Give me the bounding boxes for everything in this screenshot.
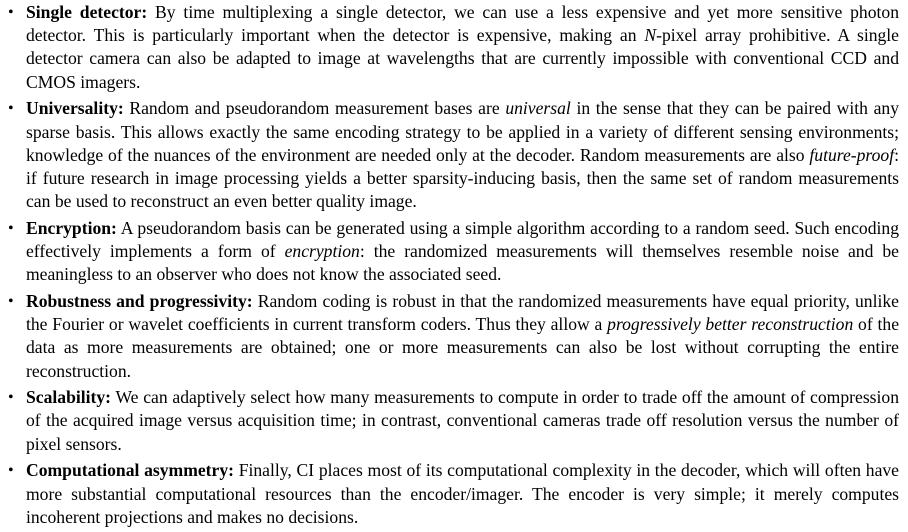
list-item-scalability bbox=[0, 386, 908, 456]
list-item-universality bbox=[0, 97, 908, 213]
item-text-italic: encryption bbox=[284, 241, 360, 262]
item-text-part: of the data as more measurements are obtained; one or more measurements can also be lost without corrupting the entire reconstruction. bbox=[26, 314, 900, 381]
item-term: Encryption: bbox=[26, 217, 117, 238]
advantages-list bbox=[0, 1, 908, 532]
item-text-part: -pixel array prohibitive. A single detector camera can also be adapted to image at wavelengths that are currently impossible with conventional CCD and CMOS imagers. bbox=[26, 25, 899, 92]
bullet-icon: • bbox=[8, 389, 14, 407]
item-text-part: Random and pseudorandom measurement bases are bbox=[123, 98, 506, 119]
item-text-italic: progressively better reconstruction bbox=[607, 314, 854, 335]
list-item-computational-asymmetry bbox=[0, 459, 908, 529]
item-text-part: : if future research in image processing yields a better sparsity-inducing basis, then the same set of random measurements can be used to reconstruct an even better quality image. bbox=[26, 144, 899, 212]
list-item-encryption bbox=[0, 217, 908, 287]
item-text-part: Random coding is robust in that the randomized measurements have equal priority, unlike the Fourier or wavelet coefficients in current transform coders. Thus they allow a bbox=[26, 290, 899, 335]
item-term: Universality: bbox=[26, 98, 124, 119]
item-text-part: Finally, CI places most of its computational complexity in the decoder, which will often have more substantial computational resources than the encoder/imager. The encoder is very simple; it merely computes incoherent projections and makes no decisions. bbox=[26, 460, 899, 527]
bullet-icon: • bbox=[8, 462, 14, 480]
list-item-robustness bbox=[0, 290, 908, 383]
item-term: Single detector: bbox=[26, 2, 148, 22]
bullet-icon: • bbox=[8, 100, 14, 118]
list-item-single-detector bbox=[0, 1, 908, 94]
item-term: Scalability: bbox=[26, 387, 112, 408]
item-text-italic: universal bbox=[505, 98, 571, 119]
item-text-italic: future-proof bbox=[809, 144, 895, 165]
item-text-part: We can adaptively select how many measurements to compute in order to trade off the amount of compression of the acquired image versus acquisition time; in contrast, conventional cameras trade off resolution versus the number of pixel sensors. bbox=[26, 387, 899, 454]
item-text-part: : the randomized measurements will themselves resemble noise and be meaningless to an observer who does not know the associated seed. bbox=[26, 241, 899, 285]
item-text-part: By time multiplexing a single detector, we can use a less expensive and yet more sensitive photon detector. This is particularly important when the detector is expensive, making an bbox=[26, 2, 899, 46]
item-text-part: A pseudorandom basis can be generated using a simple algorithm according to a random seed. Such encoding effectively implements a form of bbox=[26, 217, 899, 262]
bullet-icon: • bbox=[8, 4, 14, 21]
item-text-italic: N bbox=[644, 25, 657, 46]
bullet-icon: • bbox=[8, 219, 14, 237]
item-term: Computational asymmetry: bbox=[26, 460, 234, 481]
bullet-icon: • bbox=[8, 292, 14, 310]
item-term: Robustness and progressivity: bbox=[26, 290, 253, 311]
item-text-part: in the sense that they can be paired with any sparse basis. This allows exactly the same encoding strategy to be applied in a variety of different sensing environments; knowledge of the nuances of the environment are needed only at the decoder. Random measurements are also bbox=[26, 98, 900, 165]
